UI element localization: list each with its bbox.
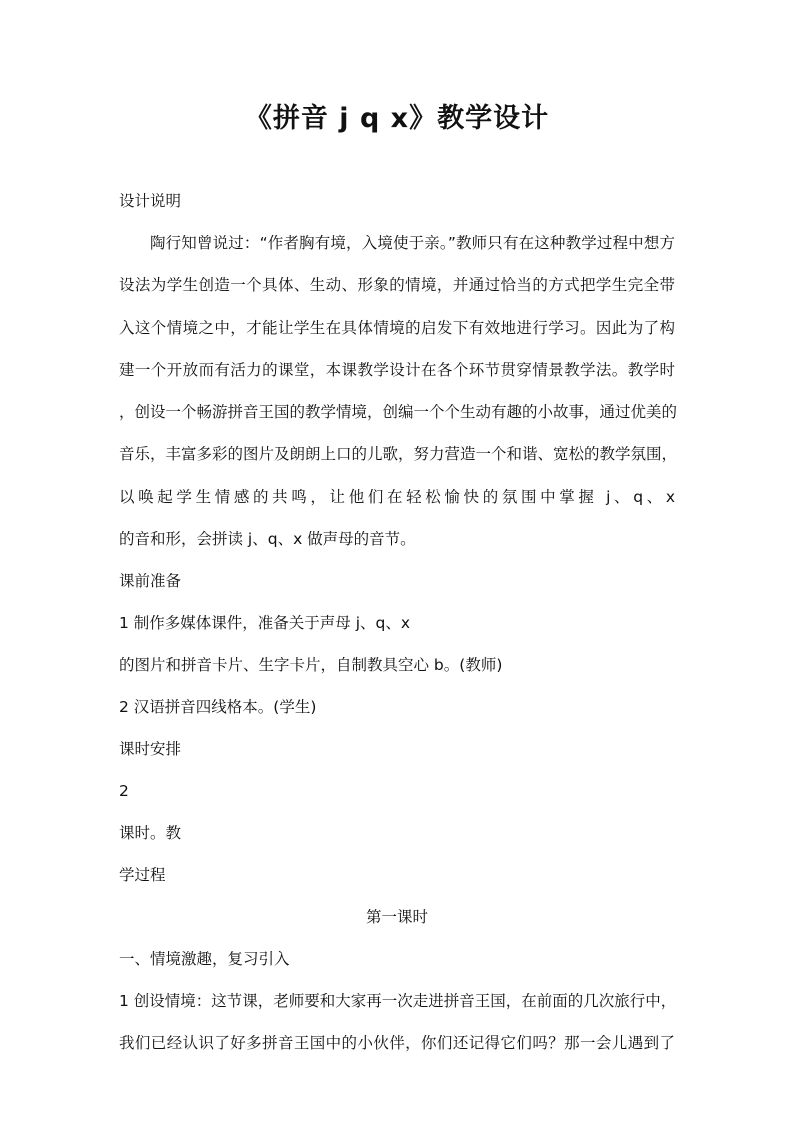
list-item: 1 制作多媒体课件，准备关于声母 j、q、x (119, 614, 411, 632)
paragraph-line: 陶行知曾说过：“作者胸有境，入境使于亲。”教师只有在这种教学过程中想方 (150, 234, 675, 252)
schedule-line: 课时。教 (119, 824, 182, 842)
section-heading-design: 设计说明 (119, 192, 182, 210)
paragraph-line: 我们已经认识了好多拼音王国中的小伙伴，你们还记得它们吗？那一会儿遇到了 (119, 1034, 675, 1052)
section-heading-schedule: 课时安排 (119, 740, 182, 758)
paragraph-line: 设法为学生创造一个具体、生动、形象的情境，并通过恰当的方式把学生完全带 (119, 276, 675, 294)
section-heading-prep: 课前准备 (119, 572, 182, 590)
step-heading: 一、情境激趣，复习引入 (119, 950, 290, 968)
document-title: 《拼音 j q x》教学设计 (244, 103, 550, 134)
paragraph-line: 的音和形，会拼读 j、q、x 做声母的音节。 (119, 530, 416, 548)
paragraph-line: 以唤起学生情感的共鸣，让他们在轻松愉快的氛围中掌握 j、q、x (119, 488, 675, 506)
paragraph-line: ，创设一个畅游拼音王国的教学情境，创编一个个生动有趣的小故事，通过优美的 (119, 403, 678, 421)
schedule-line: 2 (119, 782, 129, 800)
list-item: 的图片和拼音卡片、生字卡片，自制教具空心 b。(教师) (119, 656, 503, 674)
paragraph-line: 入这个情境之中，才能让学生在具体情境的启发下有效地进行学习。因此为了构 (119, 319, 675, 337)
paragraph-line: 1 创设情境：这节课，老师要和大家再一次走进拼音王国，在前面的几次旅行中， (119, 992, 677, 1010)
list-item: 2 汉语拼音四线格本。(学生) (119, 698, 317, 716)
paragraph-line: 音乐，丰富多彩的图片及朗朗上口的儿歌，努力营造一个和谐、宽松的教学氛围， (119, 445, 678, 463)
lesson-title: 第一课时 (365, 908, 428, 926)
schedule-line: 学过程 (119, 866, 166, 884)
paragraph-line: 建一个开放而有活力的课堂，本课教学设计在各个环节贯穿情景教学法。教学时 (119, 361, 675, 379)
